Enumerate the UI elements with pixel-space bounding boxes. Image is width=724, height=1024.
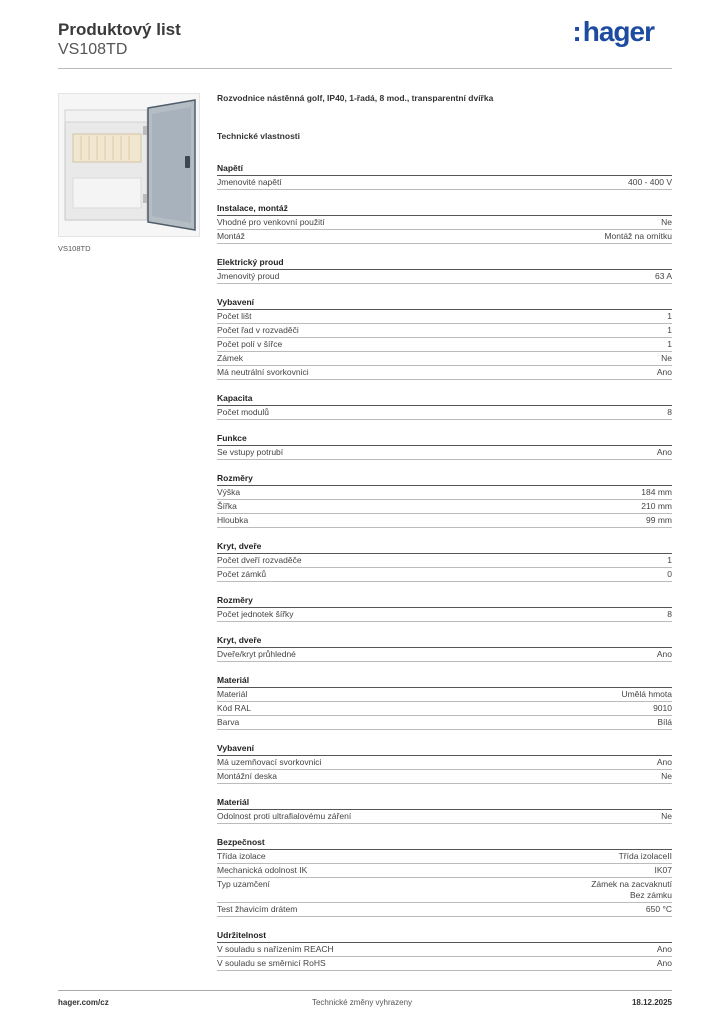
- spec-groups: [217, 161, 672, 971]
- enclosure-illustration: [59, 94, 199, 236]
- spec-value: 0: [667, 569, 672, 579]
- spec-row: [217, 688, 672, 702]
- spec-group: [217, 928, 672, 971]
- spec-group-title: Funkce: [217, 431, 672, 446]
- spec-label: Test žhavicím drátem: [217, 904, 298, 914]
- spec-label: Odolnost proti ultrafialovému záření: [217, 811, 352, 821]
- spec-label: Montáž: [217, 231, 245, 241]
- spec-value: 9010: [653, 703, 672, 713]
- spec-group: [217, 673, 672, 730]
- spec-group: [217, 161, 672, 190]
- spec-label: Barva: [217, 717, 240, 727]
- logo-text: hager: [582, 16, 654, 47]
- header-divider: [58, 68, 672, 69]
- spec-group: [217, 539, 672, 582]
- spec-group-title: Rozměry: [217, 593, 672, 608]
- spec-group: [217, 255, 672, 284]
- spec-group: [217, 391, 672, 420]
- spec-value-line: Bez zámku: [629, 890, 672, 900]
- spec-label: Počet lišt: [217, 311, 252, 321]
- spec-value: Ne: [661, 217, 672, 227]
- product-code: VS108TD: [58, 41, 128, 58]
- spec-label: Typ uzamčení: [217, 879, 270, 889]
- spec-label: Má neutrální svorkovnici: [217, 367, 309, 377]
- spec-label: Jmenovitý proud: [217, 271, 280, 281]
- footer-website: hager.com/cz: [58, 998, 109, 1007]
- spec-group: [217, 633, 672, 662]
- footer-date: 18.12.2025: [631, 998, 672, 1007]
- spec-label: Počet dveří rozvaděče: [217, 555, 302, 565]
- spec-group-title: Materiál: [217, 673, 672, 688]
- spec-group: [217, 835, 672, 917]
- spec-row: [217, 176, 672, 190]
- spec-label: Dveře/kryt průhledné: [217, 649, 296, 659]
- spec-group-title: Kryt, dveře: [217, 633, 672, 648]
- spec-group-title: Udržitelnost: [217, 928, 672, 943]
- spec-value: Ano: [656, 367, 672, 377]
- spec-row: [217, 486, 672, 500]
- spec-group: [217, 593, 672, 622]
- spec-row: [217, 324, 672, 338]
- spec-label: Vhodné pro venkovní použití: [217, 217, 325, 227]
- spec-row: [217, 310, 672, 324]
- product-description: Rozvodnice nástěnná golf, IP40, 1-řadá, 8 mod., transparentní dvířka: [217, 93, 494, 103]
- spec-row: [217, 648, 672, 662]
- spec-label: Mechanická odolnost IK: [217, 865, 308, 875]
- spec-group: [217, 295, 672, 380]
- spec-value: 1: [667, 311, 672, 321]
- image-caption: VS108TD: [58, 244, 91, 253]
- spec-value: 650 °C: [645, 904, 672, 914]
- spec-label: Počet modulů: [217, 407, 269, 417]
- spec-group: [217, 471, 672, 528]
- spec-row: [217, 903, 672, 917]
- spec-value: Bílá: [657, 717, 672, 727]
- spec-label: Počet zámků: [217, 569, 267, 579]
- spec-value: 8: [667, 609, 672, 619]
- spec-value: [591, 879, 672, 901]
- spec-value: 63 A: [654, 271, 672, 281]
- spec-group-title: Bezpečnost: [217, 835, 672, 850]
- spec-value: 99 mm: [646, 515, 672, 525]
- spec-row: [217, 716, 672, 730]
- section-heading: Technické vlastnosti: [217, 131, 300, 141]
- spec-value: 400 - 400 V: [628, 177, 672, 187]
- spec-row: [217, 406, 672, 420]
- spec-value: 1: [667, 555, 672, 565]
- spec-value: 1: [667, 339, 672, 349]
- spec-label: Počet řad v rozvaděči: [217, 325, 299, 335]
- product-details: [217, 93, 672, 971]
- spec-value: Ano: [656, 944, 672, 954]
- spec-value: 1: [667, 325, 672, 335]
- title-block: [58, 20, 181, 60]
- spec-row: [217, 702, 672, 716]
- spec-group-title: Kryt, dveře: [217, 539, 672, 554]
- spec-row: [217, 864, 672, 878]
- hager-logo: :hager: [572, 16, 654, 47]
- spec-group-title: Elektrický proud: [217, 255, 672, 270]
- spec-row: [217, 352, 672, 366]
- spec-row: [217, 850, 672, 864]
- spec-group: [217, 741, 672, 784]
- page-title: Produktový list: [58, 20, 181, 39]
- spec-label: Se vstupy potrubí: [217, 447, 284, 457]
- spec-group: [217, 431, 672, 460]
- spec-value: Ano: [656, 757, 672, 767]
- spec-value: Ne: [661, 353, 672, 363]
- spec-row: [217, 514, 672, 528]
- product-image: [58, 93, 200, 237]
- spec-value: Ne: [661, 811, 672, 821]
- spec-value: Umělá hmota: [621, 689, 672, 699]
- spec-label: V souladu s nařízením REACH: [217, 944, 334, 954]
- footer-divider: [58, 990, 672, 991]
- spec-row: [217, 216, 672, 230]
- spec-group-title: Kapacita: [217, 391, 672, 406]
- footer-disclaimer: Technické změny vyhrazeny: [311, 998, 413, 1007]
- spec-row: [217, 366, 672, 380]
- spec-row: [217, 943, 672, 957]
- spec-value: Ano: [656, 447, 672, 457]
- spec-row: [217, 878, 672, 903]
- spec-label: Šířka: [217, 501, 237, 511]
- spec-value-line: Zámek na zacvaknutí: [591, 879, 672, 889]
- spec-group: [217, 201, 672, 244]
- spec-label: Materiál: [217, 689, 248, 699]
- spec-group-title: Instalace, montáž: [217, 201, 672, 216]
- spec-label: V souladu se směrnicí RoHS: [217, 958, 326, 968]
- spec-label: Třída izolace: [217, 851, 266, 861]
- spec-value: IK07: [654, 865, 672, 875]
- spec-label: Počet jednotek šířky: [217, 609, 294, 619]
- spec-row: [217, 756, 672, 770]
- spec-group-title: Vybavení: [217, 295, 672, 310]
- spec-group-title: Materiál: [217, 795, 672, 810]
- spec-label: Výška: [217, 487, 241, 497]
- spec-row: [217, 957, 672, 971]
- spec-row: [217, 568, 672, 582]
- spec-value: Ne: [661, 771, 672, 781]
- spec-row: [217, 770, 672, 784]
- spec-value: Třída izolaceII: [618, 851, 672, 861]
- spec-row: [217, 338, 672, 352]
- spec-row: [217, 608, 672, 622]
- spec-label: Jmenovité napětí: [217, 177, 282, 187]
- spec-value: Ano: [656, 649, 672, 659]
- spec-value: 210 mm: [641, 501, 672, 511]
- spec-label: Zámek: [217, 353, 243, 363]
- spec-label: Kód RAL: [217, 703, 252, 713]
- spec-group: [217, 795, 672, 824]
- spec-value: Ano: [656, 958, 672, 968]
- spec-row: [217, 554, 672, 568]
- spec-row: [217, 270, 672, 284]
- spec-row: [217, 810, 672, 824]
- spec-group-title: Napětí: [217, 161, 672, 176]
- spec-row: [217, 230, 672, 244]
- spec-value: 8: [667, 407, 672, 417]
- spec-row: [217, 446, 672, 460]
- spec-group-title: Vybavení: [217, 741, 672, 756]
- spec-row: [217, 500, 672, 514]
- spec-group-title: Rozměry: [217, 471, 672, 486]
- spec-value: 184 mm: [641, 487, 672, 497]
- spec-label: Montážní deska: [217, 771, 278, 781]
- spec-label: Počet polí v šířce: [217, 339, 283, 349]
- spec-label: Má uzemňovací svorkovnici: [217, 757, 322, 767]
- spec-label: Hloubka: [217, 515, 249, 525]
- spec-value: Montáž na omítku: [604, 231, 672, 241]
